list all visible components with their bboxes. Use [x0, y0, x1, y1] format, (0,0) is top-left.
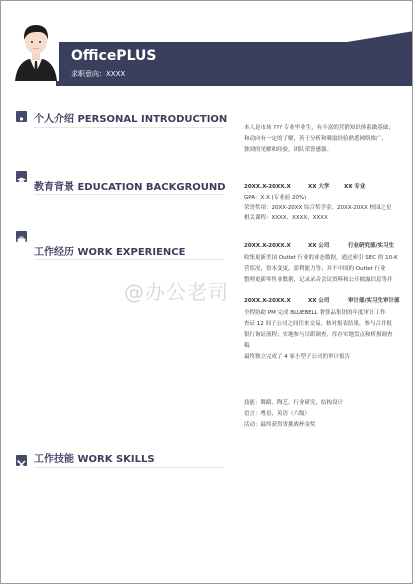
job-role: 审计部/实习生审计部: [348, 298, 400, 304]
job-line: 银行询证流程；实地参与尽职调查，库存实地盘点和析损调查: [244, 332, 393, 338]
section-title-work: 工作经历 WORK EXPERIENCE: [34, 247, 186, 258]
education-line: 相关课程：XXXX、XXXX、XXXX: [244, 215, 328, 221]
skills-line: 技能：舞蹈、陶艺、行业研究、结构设计: [244, 400, 344, 406]
person-card-icon: [16, 111, 27, 122]
job-period: 20XX.X-20XX.X: [244, 298, 291, 304]
avatar-icon: [13, 13, 59, 81]
job-line: 收集更新美国 Outlet 行业的业态数据，通过索引 SEC 的 10-K: [244, 255, 398, 261]
intro-line: 独到的见解和经验，团队荣誉感强。: [244, 147, 333, 153]
education-major: XX 专业: [344, 184, 366, 190]
job-line: 营状况，资本变更，盈利能力等；并不中国的 Outlet 行业: [244, 266, 386, 272]
job-line: 最终独立完成了 4 家小型子公司的审计报告: [244, 354, 350, 360]
section-divider: [34, 194, 224, 195]
job-line: 全程协助 PM 完成 BLUEBELL 奢侈品集团的年度审计工作: [244, 310, 386, 316]
section-title-education: 教育背景 EDUCATION BACKGROUND: [34, 182, 226, 193]
job-company: XX 公司: [308, 298, 330, 304]
job-intention: 求职意向：XXXX: [71, 70, 126, 78]
tools-icon: [16, 455, 27, 466]
section-title-intro: 个人介绍 PERSONAL INTRODUCTION: [34, 114, 228, 125]
job-role: 行业研究部/实习生: [348, 243, 395, 249]
briefcase-icon: [16, 231, 27, 242]
intro-line: 本人是市场 ??? 专业毕业生，有丰富的营销知识体系做基础；: [244, 125, 394, 131]
education-school: XX 大学: [308, 184, 330, 190]
section-title-skills: 工作技能 WORK SKILLS: [34, 454, 155, 465]
education-line: GPA：X.X (专业前 20%): [244, 195, 307, 201]
job-line: 整理更新零售业数据，记录录音会议资料和公开披露信息等并: [244, 277, 393, 283]
job-period: 20XX.X-20XX.X: [244, 243, 291, 249]
skills-line: 语言：粤语、英语（六级）: [244, 411, 311, 417]
watermark: @办公老司: [124, 280, 229, 304]
intro-line: 和动向有一定的了解，善于分析和吸取经验熟悉网络推广，: [244, 136, 388, 142]
job-line: 稿: [244, 343, 250, 349]
education-period: 20XX.X-20XX.X: [244, 184, 291, 190]
section-divider: [34, 259, 224, 260]
section-divider: [34, 127, 224, 128]
graduation-cap-icon: [16, 171, 27, 182]
skills-line: 活动：最终获得省挑战杯金奖: [244, 422, 316, 428]
education-line: 荣誉奖项：20XX-20XX 综合奖学金、20XX-20XX 校园之星: [244, 205, 392, 211]
candidate-name: OfficePLUS: [71, 48, 157, 64]
job-company: XX 公司: [308, 243, 330, 249]
job-line: 查证 12 间子公司之间往来交易，核对报表结果，参与合并报: [244, 321, 392, 327]
section-divider: [34, 467, 224, 468]
